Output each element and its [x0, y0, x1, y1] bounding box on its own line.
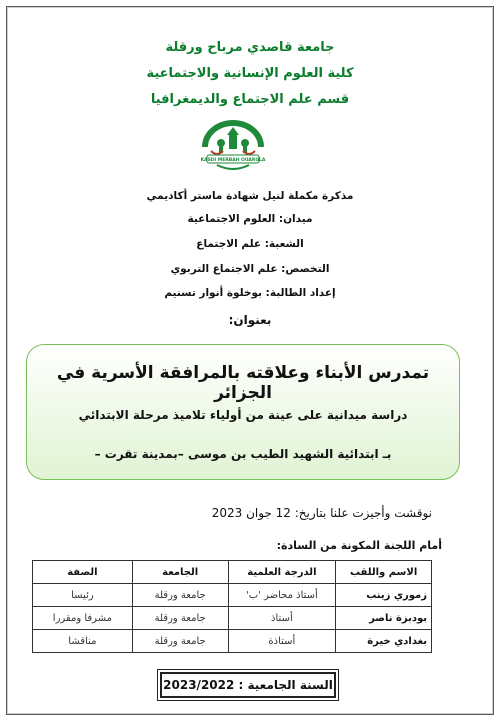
branch-label: الشعبة: علم الاجتماع	[196, 238, 304, 250]
jury-header-name: الاسم واللقب	[336, 561, 432, 584]
jury-label: أمام اللجنة المكونة من السادة:	[276, 539, 442, 552]
thesis-subtitle-study: دراسة ميدانية على عينة من أولياء تلاميذ مرحلة الابتدائي	[78, 408, 408, 422]
academic-year: السنة الجامعية : 2023/2022	[160, 672, 336, 698]
svg-text:KASDI MERBAH OUARGLA: KASDI MERBAH OUARGLA	[200, 158, 266, 163]
jury-row	[33, 630, 432, 653]
department-name: قسم علم الاجتماع والديمغرافيا	[150, 92, 350, 107]
university-name: جامعة قاصدي مرباح ورقلة	[165, 40, 335, 55]
jury-member-role: رئيسا	[33, 584, 133, 607]
university-seal-icon	[197, 117, 269, 175]
memo-statement: مذكرة مكملة لنيل شهادة ماستر أكاديمي	[146, 190, 354, 202]
jury-row	[33, 607, 432, 630]
jury-member-name: بغدادي خيرة	[336, 630, 432, 653]
field-label: ميدان: العلوم الاجتماعية	[187, 213, 313, 225]
jury-header-university: الجامعة	[132, 561, 228, 584]
jury-member-name: بودبزة ناصر	[336, 607, 432, 630]
jury-header-grade: الدرجة العلمية	[228, 561, 336, 584]
thesis-subtitle-school: بـ ابتدائية الشهيد الطيب بن موسى –بمدينة تقرت –	[94, 447, 392, 461]
jury-header-role: الصفة	[33, 561, 133, 584]
specialty-label: التخصص: علم الاجتماع التربوي	[170, 263, 330, 275]
jury-member-university: جامعة ورقلة	[132, 630, 228, 653]
jury-member-grade: أستاذ محاضر 'ب'	[228, 584, 336, 607]
faculty-name: كلية العلوم الإنسانية والاجتماعية	[146, 66, 354, 81]
jury-member-role: مشرفا ومقررا	[33, 607, 133, 630]
title-intro-label: بعنوان:	[228, 313, 272, 327]
jury-table	[32, 560, 432, 653]
jury-member-university: جامعة ورقلة	[132, 607, 228, 630]
prepared-by-label: إعداد الطالبة: بوخلوة أنوار تسنيم	[164, 287, 336, 299]
jury-header-row	[33, 561, 432, 584]
defense-date: نوقشت وأجيزت علنا بتاريخ: 12 جوان 2023	[211, 506, 432, 520]
thesis-title-box	[26, 344, 460, 480]
thesis-title: تمدرس الأبناء وعلاقته بالمرافقة الأسرية في الجزائر	[56, 363, 430, 403]
jury-member-role: مناقشا	[33, 630, 133, 653]
jury-member-university: جامعة ورقلة	[132, 584, 228, 607]
jury-member-name: زموري زينب	[336, 584, 432, 607]
jury-member-grade: أستاذة	[228, 630, 336, 653]
jury-row	[33, 584, 432, 607]
jury-member-grade: أستاذ	[228, 607, 336, 630]
